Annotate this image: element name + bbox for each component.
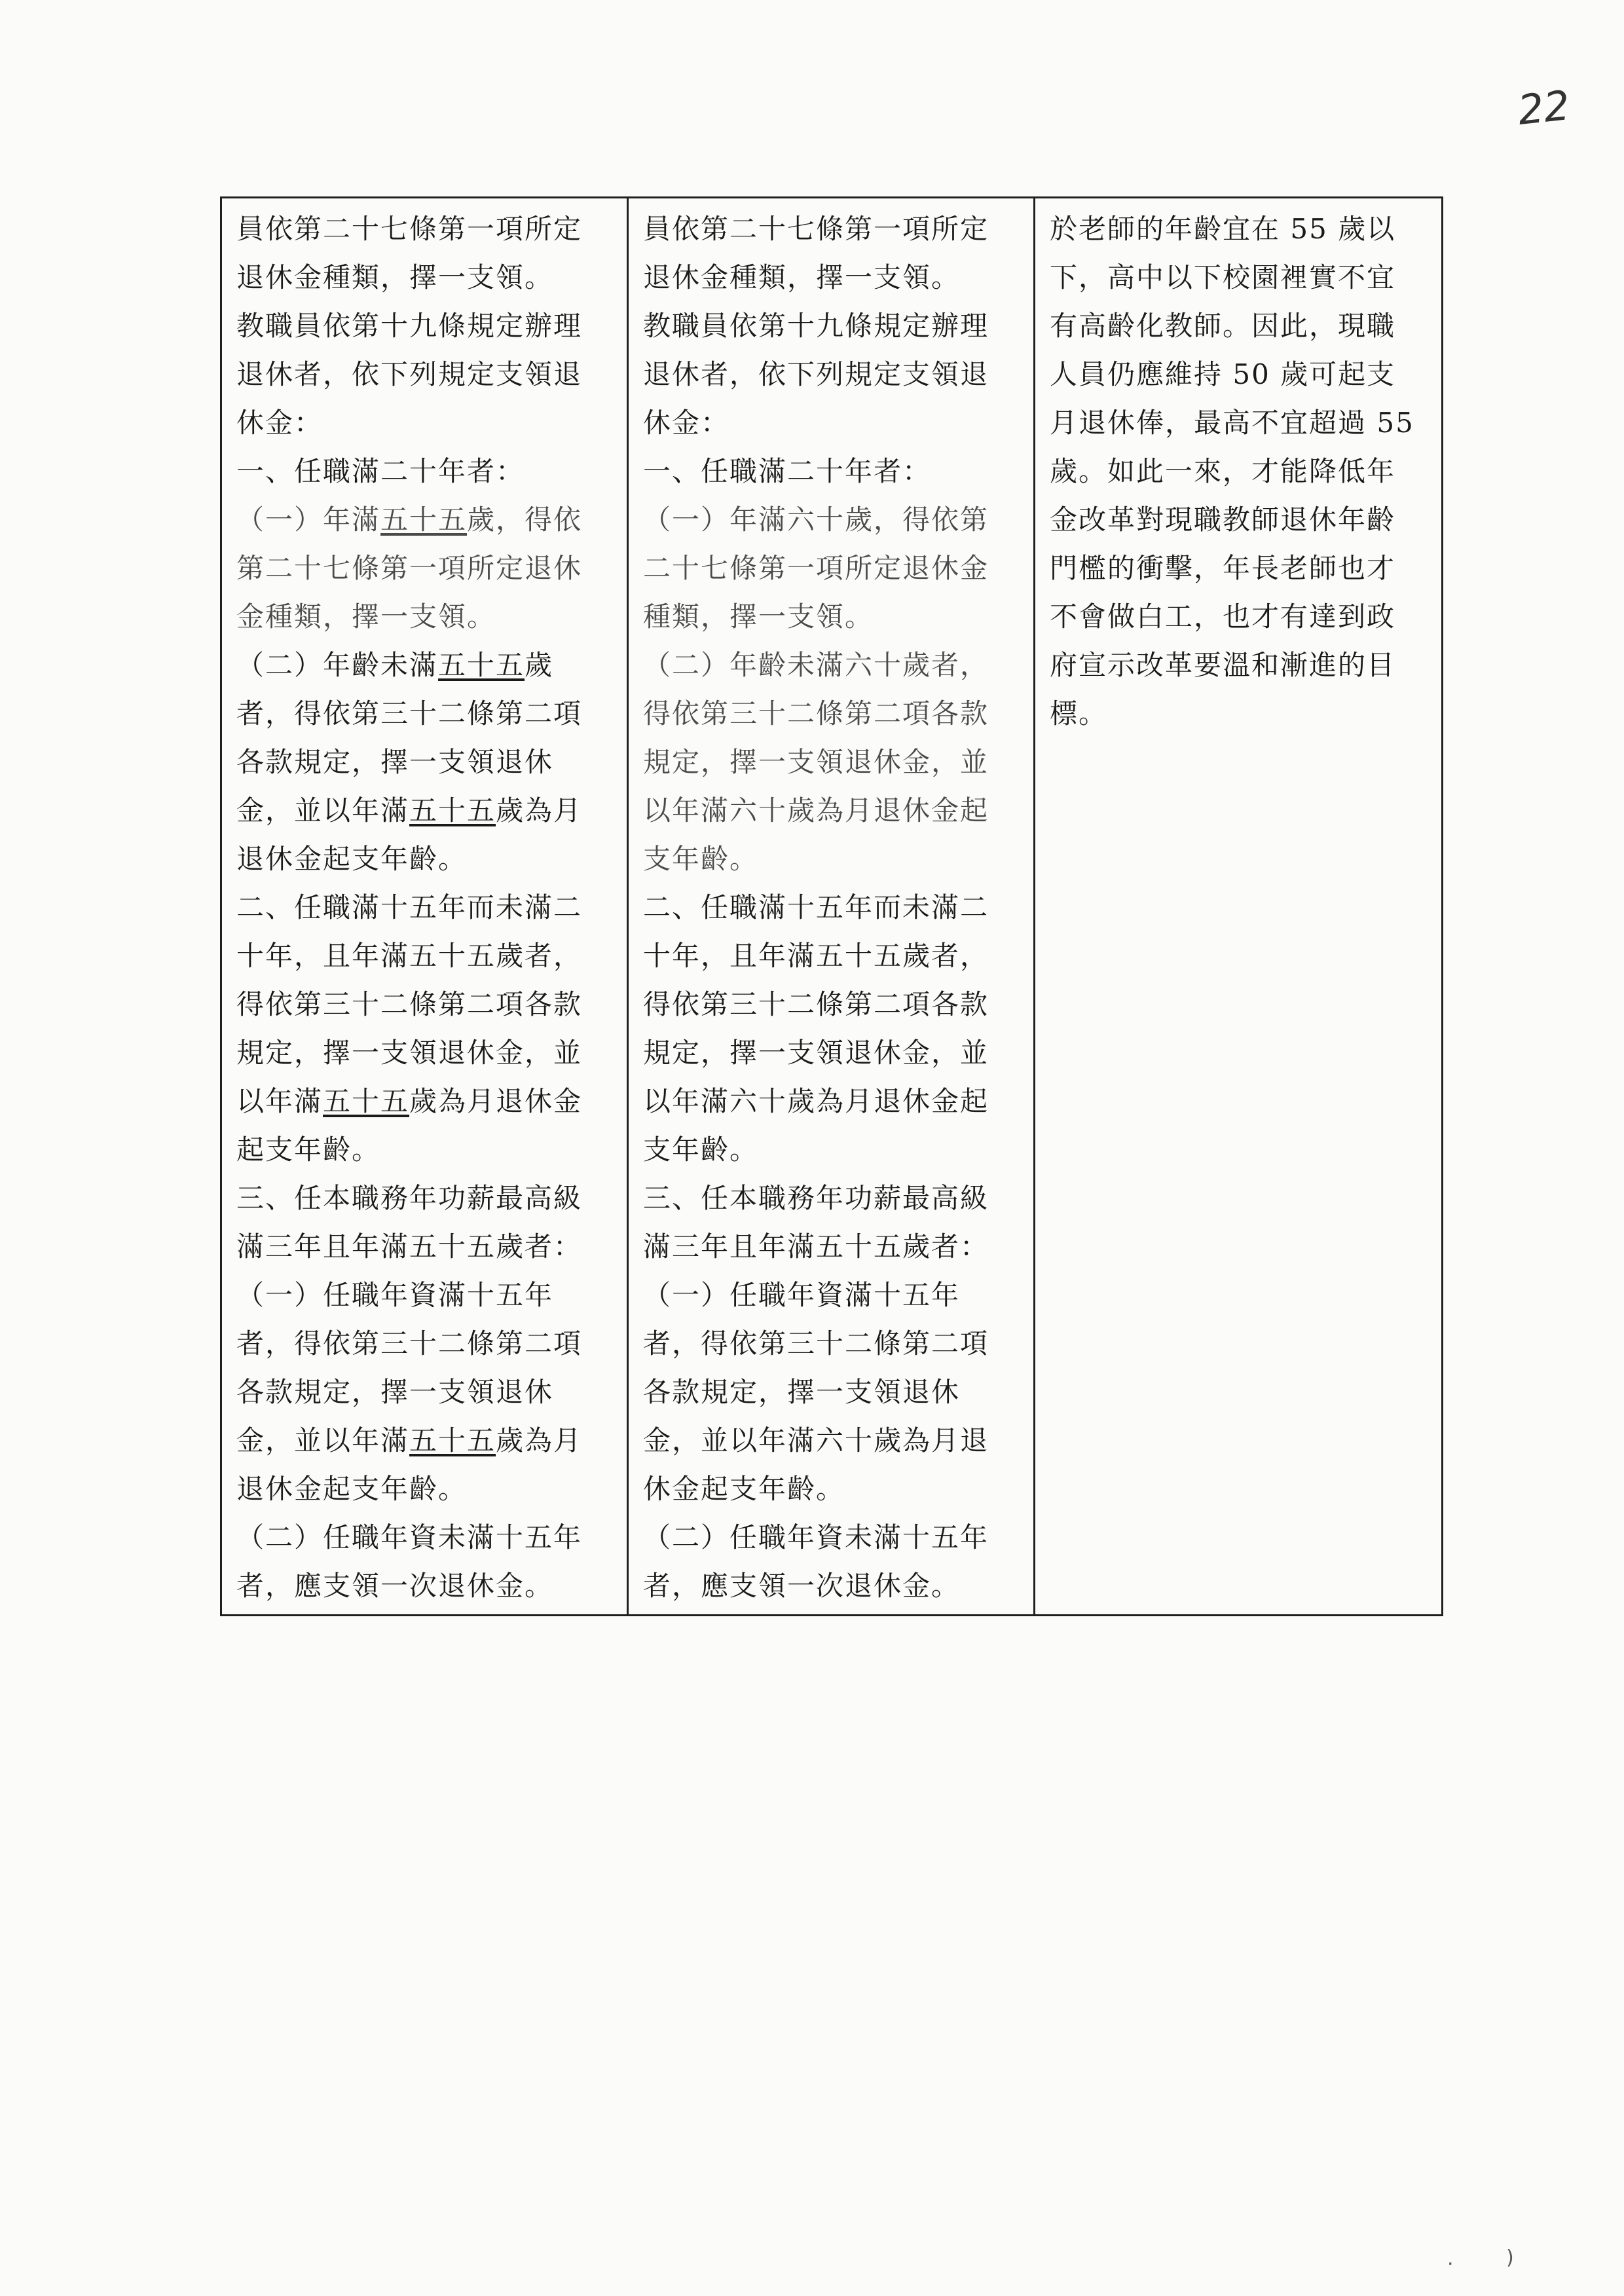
col2-paragraph: （二）年齡未滿六十歲者，得依第三十二條第二項各款規定，擇一支領退休金，並以年滿六十歲為月退休金起支年齡。 — [643, 649, 989, 875]
col2-text — [643, 205, 990, 1610]
col1-text — [236, 205, 583, 1610]
col2-paragraph: （一）年滿六十歲，得依第二十七條第一項所定退休金種類，擇一支領。 — [643, 504, 989, 633]
underlined-age: 五十五 — [409, 794, 496, 826]
explanation-line: 歲。如此一來，才能降低年 — [1050, 455, 1396, 487]
explanation-line: 人員仍應維持 50 歲可起支 — [1050, 358, 1396, 390]
underlined-age: 五十五 — [380, 504, 468, 536]
explanation-column — [1035, 198, 1443, 1616]
underlined-age: 五十五 — [323, 1085, 410, 1117]
original-text-column — [221, 198, 628, 1616]
text-run: 歲為月退休金起支年齡。 — [236, 1085, 583, 1166]
col2-paragraph: （一）任職年資滿十五年者，得依第三十二條第二項各款規定，擇一支領退休金，並以年滿六十歲為月退休金起支年齡。 — [643, 1279, 989, 1505]
explanation-line: 有高齡化教師。因此，現職 — [1050, 310, 1396, 342]
col1-paragraph: （二）任職年資未滿十五年者，應支領一次退休金。 — [236, 1521, 583, 1602]
text-run: 歲，得依第二十七條第一項所定退休金種類，擇一支領。 — [236, 504, 583, 633]
explanation-line: 門檻的衝擊，年長老師也才 — [1050, 552, 1396, 584]
col2-paragraph: 三、任本職務年功薪最高級滿三年且年滿五十五歲者： — [643, 1182, 989, 1263]
table-row — [221, 198, 1443, 1616]
text-run: 二、任職滿十五年而未滿二十年，且年滿五十五歲者，得依第三十二條第二項各款規定，擇一支領退休金，並以年滿 — [236, 891, 583, 1117]
page-number: 22 — [1515, 81, 1572, 134]
text-run: 歲者，得依第三十二條第二項各款規定，擇一支領退休金，並以年滿 — [236, 649, 583, 826]
underlined-age: 五十五 — [438, 649, 525, 681]
col1-paragraph — [236, 1271, 583, 1513]
col2-paragraph: 員依第二十七條第一項所定退休金種類，擇一支領。 — [643, 213, 989, 293]
explanation-line: 標。 — [1050, 697, 1108, 730]
col1-paragraph: 教職員依第十九條規定辦理退休者，依下列規定支領退休金： — [236, 310, 583, 439]
explanation-line: 金改革對現職教師退休年齡 — [1050, 504, 1396, 536]
col1-paragraph: 一、任職滿二十年者： — [236, 455, 525, 487]
text-run: （二）年齡未滿 — [236, 649, 439, 681]
explanation-line: 府宣示改革要溫和漸進的目 — [1050, 649, 1396, 681]
explanation-line: 不會做白工，也才有達到政 — [1050, 601, 1396, 633]
text-run: （一）任職年資滿十五年者，得依第三十二條第二項各款規定，擇一支領退休金，並以年滿 — [236, 1279, 583, 1456]
text-run: 歲為月退休金起支年齡。 — [236, 1424, 583, 1505]
comparison-table — [220, 196, 1443, 1616]
col1-paragraph — [236, 496, 583, 641]
explanation-line: 月退休俸，最高不宜超過 55 — [1050, 407, 1414, 439]
explanation-line: 於老師的年齡宜在 55 歲以 — [1050, 213, 1396, 245]
col2-paragraph: 二、任職滿十五年而未滿二十年，且年滿五十五歲者，得依第三十二條第二項各款規定，擇一支領退休金，並以年滿六十歲為月退休金起支年齡。 — [643, 891, 989, 1166]
text-run: 歲為月退休金起支年齡。 — [236, 794, 583, 875]
underlined-age: 五十五 — [409, 1424, 496, 1456]
explanation-line: 下，高中以下校園裡實不宜 — [1050, 261, 1396, 293]
text-run: （一）年滿 — [236, 504, 381, 536]
scan-speck: ) — [1506, 2246, 1514, 2269]
col1-paragraph — [236, 883, 583, 1174]
col1-paragraph: 三、任本職務年功薪最高級滿三年且年滿五十五歲者： — [236, 1182, 583, 1263]
col1-paragraph — [236, 641, 583, 883]
col2-paragraph: 教職員依第十九條規定辦理退休者，依下列規定支領退休金： — [643, 310, 989, 439]
amended-text-column — [628, 198, 1035, 1616]
scan-speck: · — [1447, 2253, 1454, 2276]
col1-paragraph: 員依第二十七條第一項所定退休金種類，擇一支領。 — [236, 213, 583, 293]
col2-paragraph: 一、任職滿二十年者： — [643, 455, 932, 487]
col2-paragraph: （二）任職年資未滿十五年者，應支領一次退休金。 — [643, 1521, 989, 1602]
